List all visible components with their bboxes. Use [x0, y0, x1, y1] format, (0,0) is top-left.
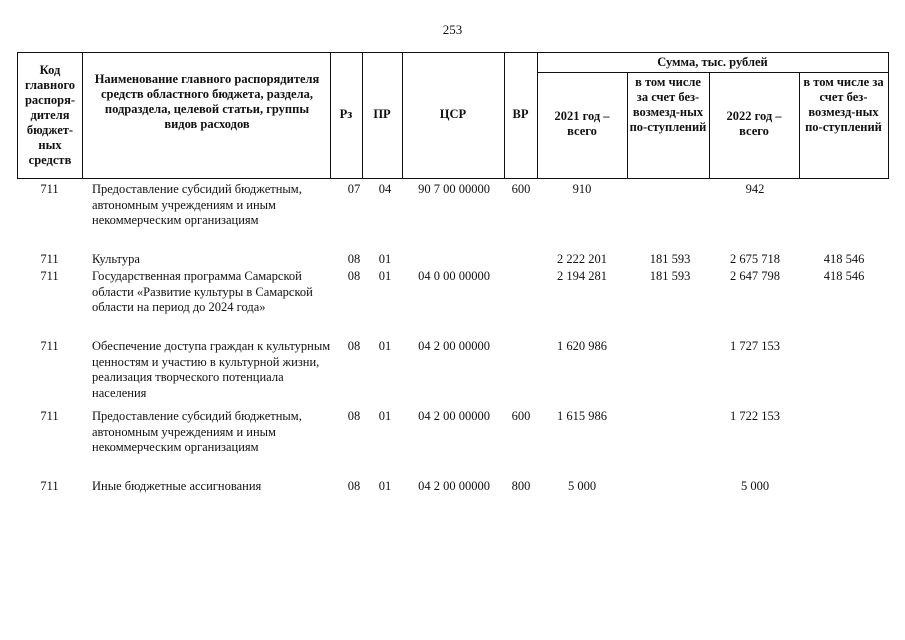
cell-pr: 01	[378, 339, 392, 353]
table-header	[17, 52, 888, 179]
cell-pr: 01	[378, 269, 392, 283]
cell-vr: 800	[511, 479, 531, 493]
table-row	[17, 339, 888, 407]
cell-name: Предоставление субсидий бюджетным, автономным учреждениям и иным некоммерческим организациям	[92, 182, 302, 227]
cell-csr: 90 7 00 00000	[418, 182, 490, 196]
cell-2022-gratis: 418 546	[823, 269, 865, 283]
header-rz: Рз	[339, 107, 353, 121]
header-code: Код главного распоря-дителя бюджет-ных средств	[24, 62, 76, 167]
cell-code: 711	[40, 182, 59, 196]
cell-code: 711	[40, 479, 59, 493]
table-row	[17, 479, 888, 495]
cell-code: 711	[40, 269, 59, 283]
table-row	[17, 252, 888, 268]
cell-name: Обеспечение доступа граждан к культурным ценностям и участию в культурной жизни, реализация творческого потенциала населения	[92, 339, 331, 400]
cell-rz: 07	[347, 182, 361, 196]
header-csr: ЦСР	[439, 107, 467, 121]
table-row	[17, 409, 888, 477]
cell-2022-total: 942	[745, 182, 765, 196]
header-2022-gratis: в том числе за счет без-возмезд-ных по-ступлений	[803, 75, 884, 134]
table-row	[17, 182, 888, 250]
cell-2022-total: 2 675 718	[730, 252, 780, 266]
header-2021-gratis: в том числе за счет без-возмезд-ных по-ступлений	[629, 75, 707, 134]
cell-2021-total: 910	[572, 182, 592, 196]
cell-code: 711	[40, 339, 59, 353]
cell-2021-total: 5 000	[567, 479, 597, 493]
cell-2022-total: 1 727 153	[730, 339, 780, 353]
header-sum-title: Сумма, тыс. рублей	[657, 55, 768, 69]
cell-pr: 01	[378, 409, 392, 423]
cell-2022-total: 1 722 153	[730, 409, 780, 423]
cell-code: 711	[40, 252, 59, 266]
cell-name: Иные бюджетные ассигнования	[92, 479, 262, 493]
cell-vr: 600	[511, 409, 531, 423]
cell-2022-gratis: 418 546	[823, 252, 865, 266]
cell-2021-total: 1 615 986	[557, 409, 607, 423]
cell-2021-total: 2 222 201	[557, 252, 607, 266]
page-number: 253	[442, 22, 463, 37]
cell-name: Культура	[92, 252, 140, 266]
header-pr: ПР	[373, 107, 391, 121]
cell-csr: 04 2 00 00000	[418, 409, 490, 423]
cell-rz: 08	[347, 269, 361, 283]
cell-2021-total: 1 620 986	[557, 339, 607, 353]
cell-2022-total: 2 647 798	[730, 269, 780, 283]
cell-2021-total: 2 194 281	[557, 269, 607, 283]
cell-2021-gratis: 181 593	[649, 269, 691, 283]
cell-rz: 08	[347, 409, 361, 423]
cell-vr: 600	[511, 182, 531, 196]
cell-pr: 04	[378, 182, 392, 196]
cell-pr: 01	[378, 252, 392, 266]
header-2021-total: 2021 год – всего	[554, 109, 610, 138]
cell-2022-total: 5 000	[740, 479, 770, 493]
cell-2021-gratis: 181 593	[649, 252, 691, 266]
cell-csr: 04 2 00 00000	[418, 479, 490, 493]
cell-name: Предоставление субсидий бюджетным, автономным учреждениям и иным некоммерческим организациям	[92, 409, 302, 454]
header-name: Наименование главного распорядителя средств областного бюджета, раздела, подраздела, целевой статьи, группы видов расходов	[94, 72, 320, 131]
cell-rz: 08	[347, 252, 361, 266]
header-2022-total: 2022 год – всего	[726, 109, 782, 138]
table-row	[17, 269, 888, 337]
cell-rz: 08	[347, 339, 361, 353]
cell-pr: 01	[378, 479, 392, 493]
cell-rz: 08	[347, 479, 361, 493]
cell-csr: 04 2 00 00000	[418, 339, 490, 353]
cell-name: Государственная программа Самарской области «Развитие культуры в Самарской области на период до 2024 года»	[92, 269, 313, 314]
cell-code: 711	[40, 409, 59, 423]
header-vr: ВР	[512, 107, 529, 121]
cell-csr: 04 0 00 00000	[418, 269, 490, 283]
